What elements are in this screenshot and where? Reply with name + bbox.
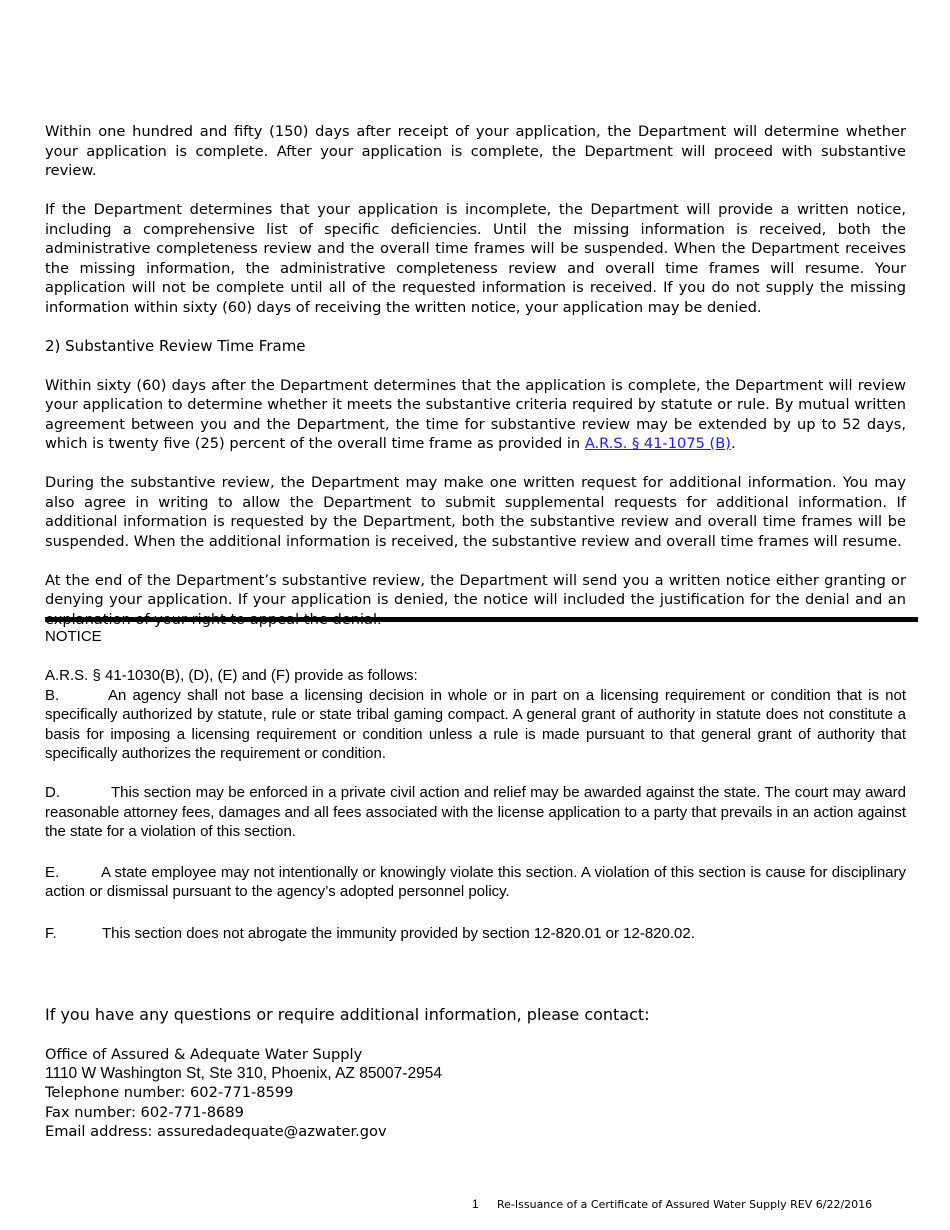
contact-email: Email address: assuredadequate@azwater.gov [45, 1122, 387, 1140]
contact-address: 1110 W Washington St, Ste 310, Phoenix, AZ 85007-2954 [45, 1065, 442, 1083]
paragraph-substantive-text: Within sixty (60) days after the Department determines that the application is complete, the Department will review your application to determine whether it meets the substantive criteria required by statute or rule. By mutual written agreement between you and the Department, the time for substantive review may be extended by up to 52 days, which is twenty five (25) percent of the overall time frame as provided in [45, 376, 906, 452]
section-heading-substantive-review: 2) Substantive Review Time Frame [45, 336, 306, 355]
notice-title: NOTICE [45, 628, 102, 645]
page-footer [472, 1196, 872, 1213]
notice-intro: A.R.S. § 41-1030(B), (D), (E) and (F) provide as follows: [45, 667, 418, 684]
contact-section [45, 1004, 906, 1141]
page-number: 1 [472, 1197, 479, 1211]
paragraph-substantive-end: . [730, 435, 736, 452]
notice-clause-f [45, 924, 906, 944]
footer-title: Re-Issuance of a Certificate of Assured Water Supply REV 6/22/2016 [497, 1198, 873, 1211]
section-divider [45, 617, 918, 622]
clause-b-text: An agency shall not base a licensing decision in whole or in part on a licensing requirement or condition that is not specifically authorized by statute, rule or state tribal gaming compact. A general grant of authority in statute does not constitute a basis for imposing a licensing requirement or condition unless a rule is made pursuant to that general grant of authority that specifically authorizes the requirement or condition. [45, 686, 906, 762]
paragraph-end-of-review: At the end of the Department’s substantive review, the Department will send you a written notice either granting or denying your application. If your application is denied, the notice will included the justification for the denial and an [45, 571, 906, 608]
clause-e-label: E. [45, 863, 60, 881]
ars-41-1075-link[interactable]: A.R.S. § 41-1075 (B) [584, 435, 731, 452]
clause-f-text: This section does not abrogate the immunity provided by section 12-820.01 or 12-820.02. [102, 924, 695, 942]
notice-clause-d [45, 783, 906, 842]
contact-lead: If you have any questions or require additional information, please contact: [45, 1005, 650, 1024]
clause-d-label: D. [45, 784, 60, 801]
clause-f-label: F. [45, 924, 57, 942]
paragraph-additional-information: During the substantive review, the Department may make one written request for additional information. You may also agree in writing to allow the Department to submit supplemental requests for additional information. If additional information is requested by the Department, both the substantive review and overall time frames will be suspended. When the additional information is received, the substantive review and overall time frames will resume. [45, 474, 906, 550]
clause-e-text: A state employee may not intentionally or knowingly violate this section. A violation of this section is cause for disciplinary action or dismissal pursuant to the agency’s adopted personnel policy. [45, 863, 906, 900]
notice-clause-e [45, 863, 906, 902]
contact-fax: Fax number: 602-771-8689 [45, 1103, 244, 1121]
contact-office: Office of Assured & Adequate Water Supply [45, 1046, 363, 1063]
clause-b-label: B. [45, 686, 60, 704]
paragraph-incomplete-application: If the Department determines that your application is incomplete, the Department will provide a written notice, including a comprehensive list of specific deficiencies. Until the missing information is received, both the administrative completeness review and the overall time frames will be suspended. When the Department receives the missing information, the administrative completeness review and overall time frames will resume. Your application will not be complete until all of the requested information is received. If you do not supply the missing information within sixty (60) days of receiving the written notice, your application may be denied. [45, 201, 906, 316]
clause-d-text: This section may be enforced in a private civil action and relief may be awarded against the state. The court may award reasonable attorney fees, damages and all fees associated with the license application to a party that prevails in an action against the state for a violation of this section. [45, 784, 906, 840]
notice-clause-b [45, 686, 906, 764]
contact-telephone: Telephone number: 602-771-8599 [45, 1084, 294, 1102]
review-section [45, 122, 906, 629]
notice-section [45, 627, 906, 943]
paragraph-substantive-time-frame [45, 376, 906, 454]
paragraph-admin-review: Within one hundred and fifty (150) days after receipt of your application, the Department will determine whether your application is complete. After your application is complete, the Department will proceed with substantive review. [45, 123, 906, 179]
